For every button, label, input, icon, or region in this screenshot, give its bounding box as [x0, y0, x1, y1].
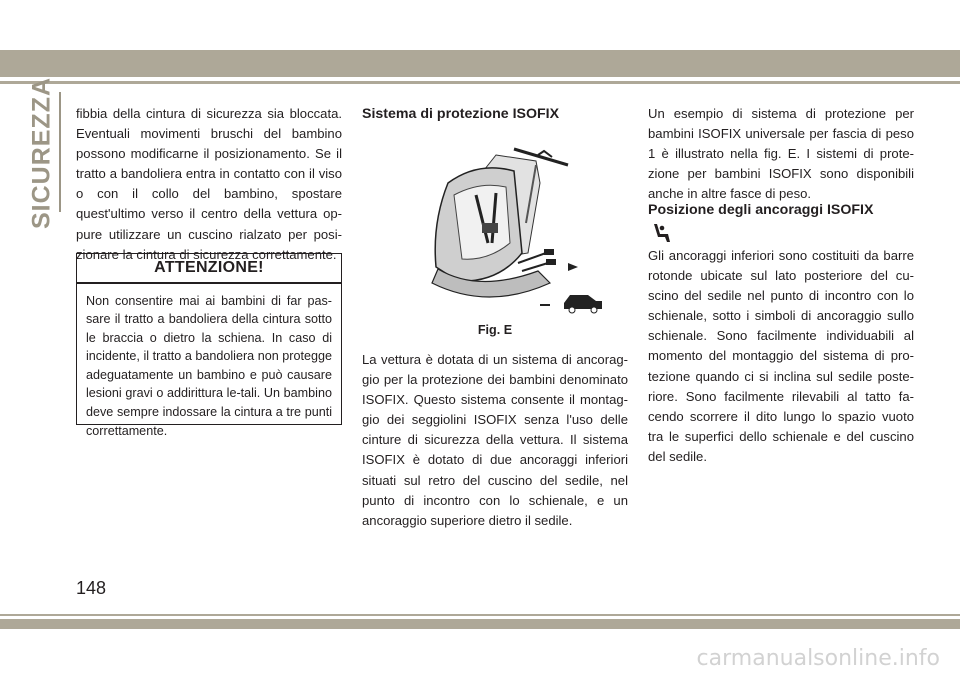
warning-box [76, 253, 342, 438]
child-seat-icon [651, 222, 671, 244]
column-3 [648, 104, 914, 204]
isofix-child-seat-illustration [418, 143, 614, 318]
column-1-paragraph: fibbia della cintura di sicurezza sia bloccata. Eventuali movimenti bruschi del bambino possono modificarne il posizionamento. Se il tratto a bandoliera entra in contatto con il viso o con il collo del bambino, spostare quest'ultimo verso il centro della vettura op-pure utilizzare un cuscino rialzato per posi-zionare la cintura di sicurezza correttamente. [76, 106, 342, 262]
column-1 [76, 104, 342, 265]
section-tab [22, 76, 62, 229]
column-3-paragraph-1: Un esempio di sistema di protezione per bambini ISOFIX universale per fascia di peso 1 è illustrato nella fig. E. I sistemi di prote-zione per bambini ISOFIX sono disponibili anche in altre fasce di peso. [648, 106, 914, 202]
section-tab-label: SICUREZZA [27, 76, 56, 229]
anchor-position-heading: Posizione degli ancoraggi ISOFIX [648, 202, 874, 218]
warning-divider [77, 282, 341, 284]
column-2-heading-wrap [362, 104, 628, 124]
top-band-rule [0, 81, 960, 84]
warning-text: Non consentire mai ai bambini di far pas-sare il tratto a bandoliera della cintura sotto le braccia o dietro la schiena. In caso di incidente, il tratto a bandoliera non protegge adeguatamente un bambino e può causare lesioni gravi o addirittura le-tali. Un bambino deve sempre indossare la cintura a tre punti correttamente. [86, 293, 332, 438]
page-number: 148 [76, 578, 107, 598]
section-heading: Sistema di protezione ISOFIX [362, 106, 560, 122]
figure-caption: Fig. E [477, 323, 513, 337]
warning-title: ATTENZIONE! [154, 259, 264, 276]
watermark: carmanualsonline.info [696, 646, 940, 671]
column-3-paragraph-2: Gli ancoraggi inferiori sono costituiti da barre rotonde ubicate sul lato posteriore del cu-scino del sedile nel punto di incontro con lo schienale, sotto i simboli di ancoraggio sullo schienale. Sono facilmente individuabili al momento del montaggio del sistema di pro-tezione quando ci si inclina sul sedile poste-riore. Sono facilmente rilevabili al tatto fa-cendo scorrere il dito lungo lo spazio vuoto tra le superfici dello schienale e del cuscino del sedile. [648, 248, 914, 464]
bottom-band [0, 619, 960, 629]
column-2-paragraph: La vettura è dotata di un sistema di ancorag-gio per la protezione dei bambini denominato ISOFIX. Questo sistema consente il montag-gio dei seggiolini ISOFIX senza l'uso delle cinture di sicurezza della vettura. Il sistema ISOFIX è dotato di due ancoraggi inferiori situati sul retro del cuscino del sedile, nel punto di incontro con lo schienale, e un ancoraggio superiore dietro il sedile. [362, 352, 628, 528]
top-band [0, 50, 960, 77]
section-tab-rule [59, 92, 61, 212]
bottom-band-rule [0, 614, 960, 616]
